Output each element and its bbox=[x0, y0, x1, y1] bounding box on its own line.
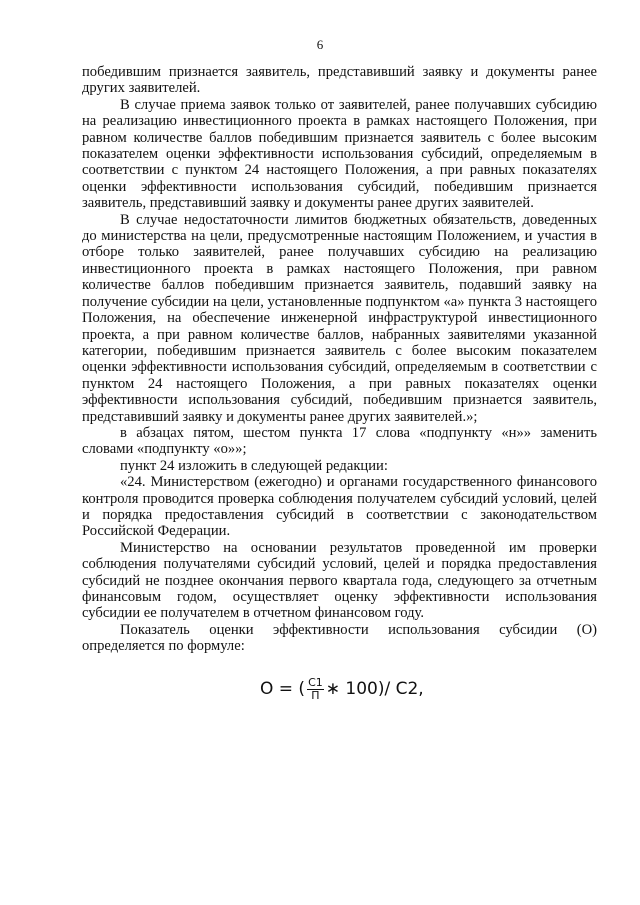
paragraph: Министерство на основании результатов проведенной им проверки соблюдения получателями субсидий условий, целей и порядка предоставления субсидий не позднее окончания первого квартала года, следующего за отчетным финансовым годом, осуществляет оценку эффективности использования субсидии ее получателем в отчетном финансовом году. bbox=[82, 539, 597, 622]
paragraph: В случае приема заявок только от заявителей, ранее получавших субсидию на реализацию инвестиционного проекта в рамках настоящего Положения, при равном количестве баллов победившим признается заявитель с более высоким показателем оценки эффективности использования субсидий, определяемым в соответствии с пунктом 24 настоящего Положения, а при равных показателях оценки эффективности использования субсидий, победившим признается заявитель, представивший заявку и документы ранее других заявителей. bbox=[82, 96, 597, 212]
formula-rhs: ∗ 100)/ С2, bbox=[325, 678, 424, 699]
document-body bbox=[82, 64, 597, 702]
formula-lhs: О = ( bbox=[260, 678, 306, 699]
paragraph: «24. Министерством (ежегодно) и органами государственного финансового контроля проводится проверка соблюдения получателем субсидий условий, целей и порядка предоставления субсидий в соответствии с законодательством Российской Федерации. bbox=[82, 474, 597, 540]
efficiency-formula bbox=[260, 677, 597, 702]
paragraph: Показатель оценки эффективности использования субсидии (О) определяется по формуле: bbox=[82, 621, 597, 655]
paragraph: в абзацах пятом, шестом пункта 17 слова «подпункту «н»» заменить словами «подпункту «о»»; bbox=[82, 424, 597, 458]
formula-numerator: С1 bbox=[308, 675, 323, 689]
paragraph: В случае недостаточности лимитов бюджетных обязательств, доведенных до министерства на цели, предусмотренные настоящим Положением, и участия в отборе только заявителей, ранее получавших субсидию на реализацию инвестиционного проекта в рамках настоящего Положения, при равном количестве баллов победившим признается заявитель, подавший заявку на получение субсидии на цели, установленные подпунктом «а» пункта 3 настоящего Положения, на обеспечение инженерной инфраструктурой инвестиционного проекта, а при равном количестве баллов, набранных заявителями указанной категории, победившим признается заявитель с более высоким показателем оценки эффективности использования субсидий, определяемым в соответствии с пунктом 24 настоящего Положения, а при равных показателях оценки эффективности использования субсидий, победившим признается заявитель, представивший заявку и документы ранее других заявителей.»; bbox=[82, 211, 597, 425]
formula-denominator: П bbox=[311, 688, 320, 702]
paragraph: победившим признается заявитель, представивший заявку и документы ранее других заявителей. bbox=[82, 64, 597, 97]
formula-fraction bbox=[307, 677, 324, 702]
paragraph: пункт 24 изложить в следующей редакции: bbox=[120, 457, 388, 474]
page-number: 6 bbox=[316, 37, 324, 52]
